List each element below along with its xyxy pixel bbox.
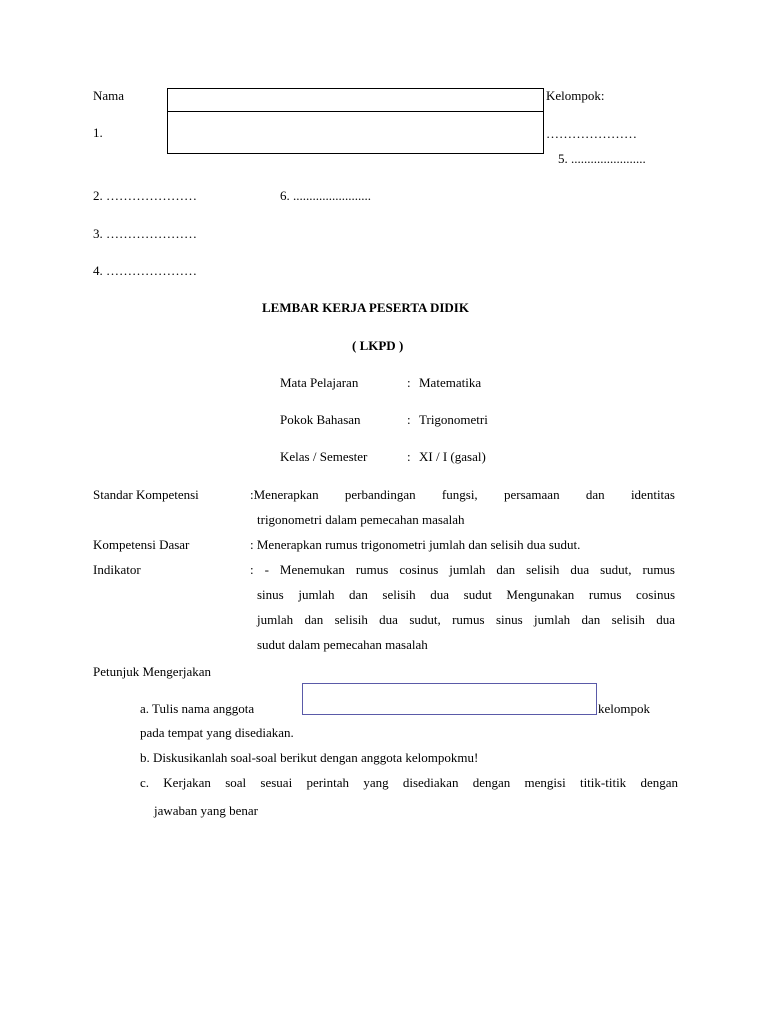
nama-input-box[interactable]	[167, 88, 544, 112]
instruction-a-cont: pada tempat yang disediakan.	[140, 725, 294, 740]
instruction-a-start: a. Tulis nama anggota	[140, 701, 255, 716]
instruction-c-cont: jawaban yang benar	[154, 803, 258, 818]
standar-kompetensi-label: Standar Kompetensi	[93, 487, 199, 502]
petunjuk-heading: Petunjuk Mengerjakan	[93, 664, 212, 679]
page-subtitle: ( LKPD )	[352, 338, 404, 353]
indikator-text-2: sinus jumlah dan selisih dua sudut Mengunakan rumus cosinus	[257, 587, 675, 602]
info-sep: :	[407, 375, 411, 390]
instruction-b: b. Diskusikanlah soal-soal berikut dengan anggota kelompokmu!	[140, 750, 479, 765]
info-value-kelas-semester: XI / I (gasal)	[419, 449, 486, 464]
member-3-line: 3. …………………	[93, 226, 197, 241]
page-title: LEMBAR KERJA PESERTA DIDIK	[262, 300, 469, 315]
standar-kompetensi-text-cont: trigonometri dalam pemecahan masalah	[257, 512, 465, 527]
info-value-pokok-bahasan: Trigonometri	[419, 412, 488, 427]
info-label-kelas-semester: Kelas / Semester	[280, 449, 368, 464]
info-label-mata-pelajaran: Mata Pelajaran	[280, 375, 359, 390]
member-5-line: 5. .......................	[558, 151, 646, 166]
kompetensi-dasar-label: Kompetensi Dasar	[93, 537, 190, 552]
indikator-text-4: sudut dalam pemecahan masalah	[257, 637, 428, 652]
indikator-text-1: : - Menemukan rumus cosinus jumlah dan selisih dua sudut, rumus	[250, 562, 675, 577]
member-2-line: 2. …………………	[93, 188, 197, 203]
standar-kompetensi-text: :Menerapkan perbandingan fungsi, persamaan dan identitas	[250, 487, 675, 502]
member-1-input-box[interactable]	[167, 111, 544, 154]
info-sep: :	[407, 449, 411, 464]
info-label-pokok-bahasan: Pokok Bahasan	[280, 412, 361, 427]
info-sep: :	[407, 412, 411, 427]
member-6-line: 6. ........................	[280, 188, 371, 203]
info-value-mata-pelajaran: Matematika	[419, 375, 482, 390]
kelompok-label: Kelompok:	[546, 88, 605, 103]
member-4-line: 4. …………………	[93, 263, 197, 278]
anggota-input-box[interactable]	[302, 683, 597, 715]
kompetensi-dasar-text: : Menerapkan rumus trigonometri jumlah dan selisih dua sudut.	[250, 537, 581, 552]
indikator-label: Indikator	[93, 562, 141, 577]
nama-label: Nama	[93, 88, 125, 103]
instruction-c: c. Kerjakan soal sesuai perintah yang disediakan dengan mengisi titik-titik dengan	[140, 775, 678, 790]
member-1-dots: …………………	[546, 126, 637, 141]
instruction-a-end: kelompok	[598, 701, 650, 716]
indikator-text-3: jumlah dan selisih dua sudut, rumus sinus jumlah dan selisih dua	[257, 612, 675, 627]
member-1-label: 1.	[93, 125, 103, 140]
